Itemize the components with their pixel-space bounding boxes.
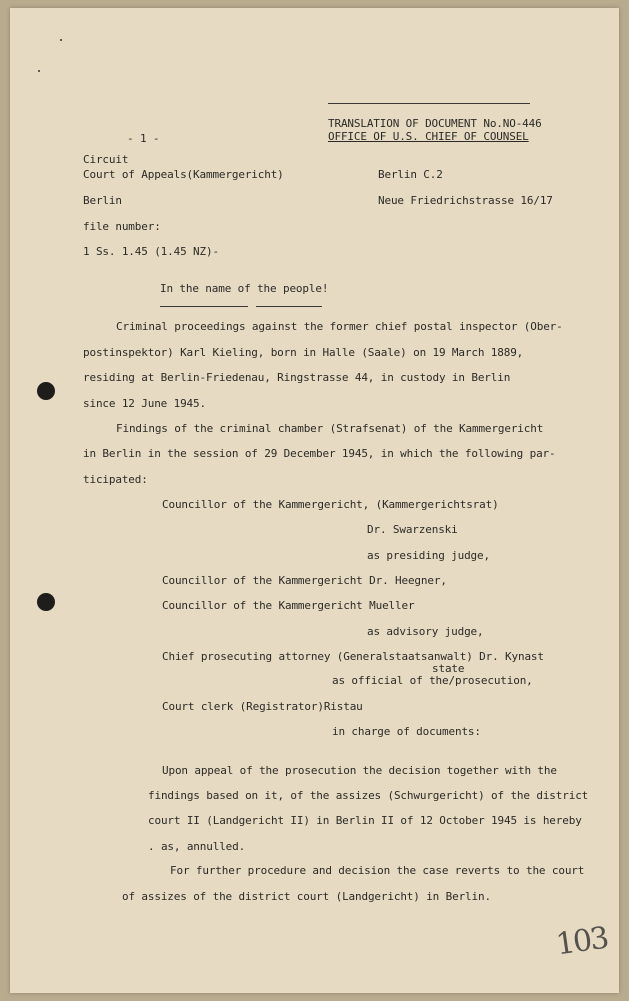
interlinear-insert: state (432, 662, 465, 675)
court-street: Neue Friedrichstrasse 16/17 (378, 194, 553, 207)
paragraph-line: court II (Landgericht II) in Berlin II of 12 October 1945 is hereby (148, 814, 582, 827)
header-rule (328, 103, 530, 104)
handwritten-folio-number: 103 (553, 920, 610, 963)
paragraph-line: in Berlin in the session of 29 December 1945, in which the following par- (83, 447, 556, 460)
document-page (10, 8, 619, 993)
participant-line: Councillor of the Kammergericht Mueller (162, 599, 415, 612)
punch-hole (37, 382, 55, 400)
page-marker: - 1 - (127, 132, 160, 145)
participant-line: as advisory judge, (367, 625, 484, 638)
file-number-label: file number: (83, 220, 161, 233)
paragraph-line: Upon appeal of the prosecution the decision together with the (162, 764, 557, 777)
paragraph-line: Findings of the criminal chamber (Strafsenat) of the Kammergericht (116, 422, 544, 435)
office-line: OFFICE OF U.S. CHIEF OF COUNSEL (328, 130, 529, 143)
participant-line: Councillor of the Kammergericht, (Kammergerichtsrat) (162, 498, 499, 511)
participant-line: as presiding judge, (367, 549, 490, 562)
heading-rule-right (256, 306, 322, 307)
paragraph-line: . as, annulled. (148, 840, 246, 853)
file-number: 1 Ss. 1.45 (1.45 NZ)- (83, 245, 219, 258)
paragraph-line: Criminal proceedings against the former chief postal inspector (Ober- (116, 320, 563, 333)
participant-line: in charge of documents: (332, 725, 481, 738)
paragraph-line: residing at Berlin-Friedenau, Ringstrasse 44, in custody in Berlin (83, 371, 511, 384)
participant-line: Court clerk (Registrator)Ristau (162, 700, 363, 713)
page-heading: In the name of the people! (160, 282, 329, 295)
speck (38, 70, 40, 72)
court-city: Berlin (83, 194, 122, 207)
paragraph-line: since 12 June 1945. (83, 397, 206, 410)
translation-line: TRANSLATION OF DOCUMENT No.NO-446 (328, 117, 542, 130)
court-line-1: Circuit (83, 153, 129, 166)
participant-line: as official of the/prosecution, (332, 674, 533, 687)
punch-hole (37, 593, 55, 611)
participant-line: Dr. Swarzenski (367, 523, 458, 536)
heading-rule-left (160, 306, 248, 307)
paragraph-line: of assizes of the district court (Landgericht) in Berlin. (122, 890, 491, 903)
paragraph-line: postinspektor) Karl Kieling, born in Halle (Saale) on 19 March 1889, (83, 346, 524, 359)
paragraph-line: findings based on it, of the assizes (Schwurgericht) of the district (148, 789, 589, 802)
participant-line: Councillor of the Kammergericht Dr. Heegner, (162, 574, 447, 587)
participant-line: Chief prosecuting attorney (Generalstaatsanwalt) Dr. Kynast (162, 650, 544, 663)
court-line-2: Court of Appeals(Kammergericht) (83, 168, 284, 181)
paragraph-line: ticipated: (83, 473, 148, 486)
paragraph-line: For further procedure and decision the case reverts to the court (170, 864, 585, 877)
speck (60, 39, 62, 41)
court-city-right: Berlin C.2 (378, 168, 443, 181)
